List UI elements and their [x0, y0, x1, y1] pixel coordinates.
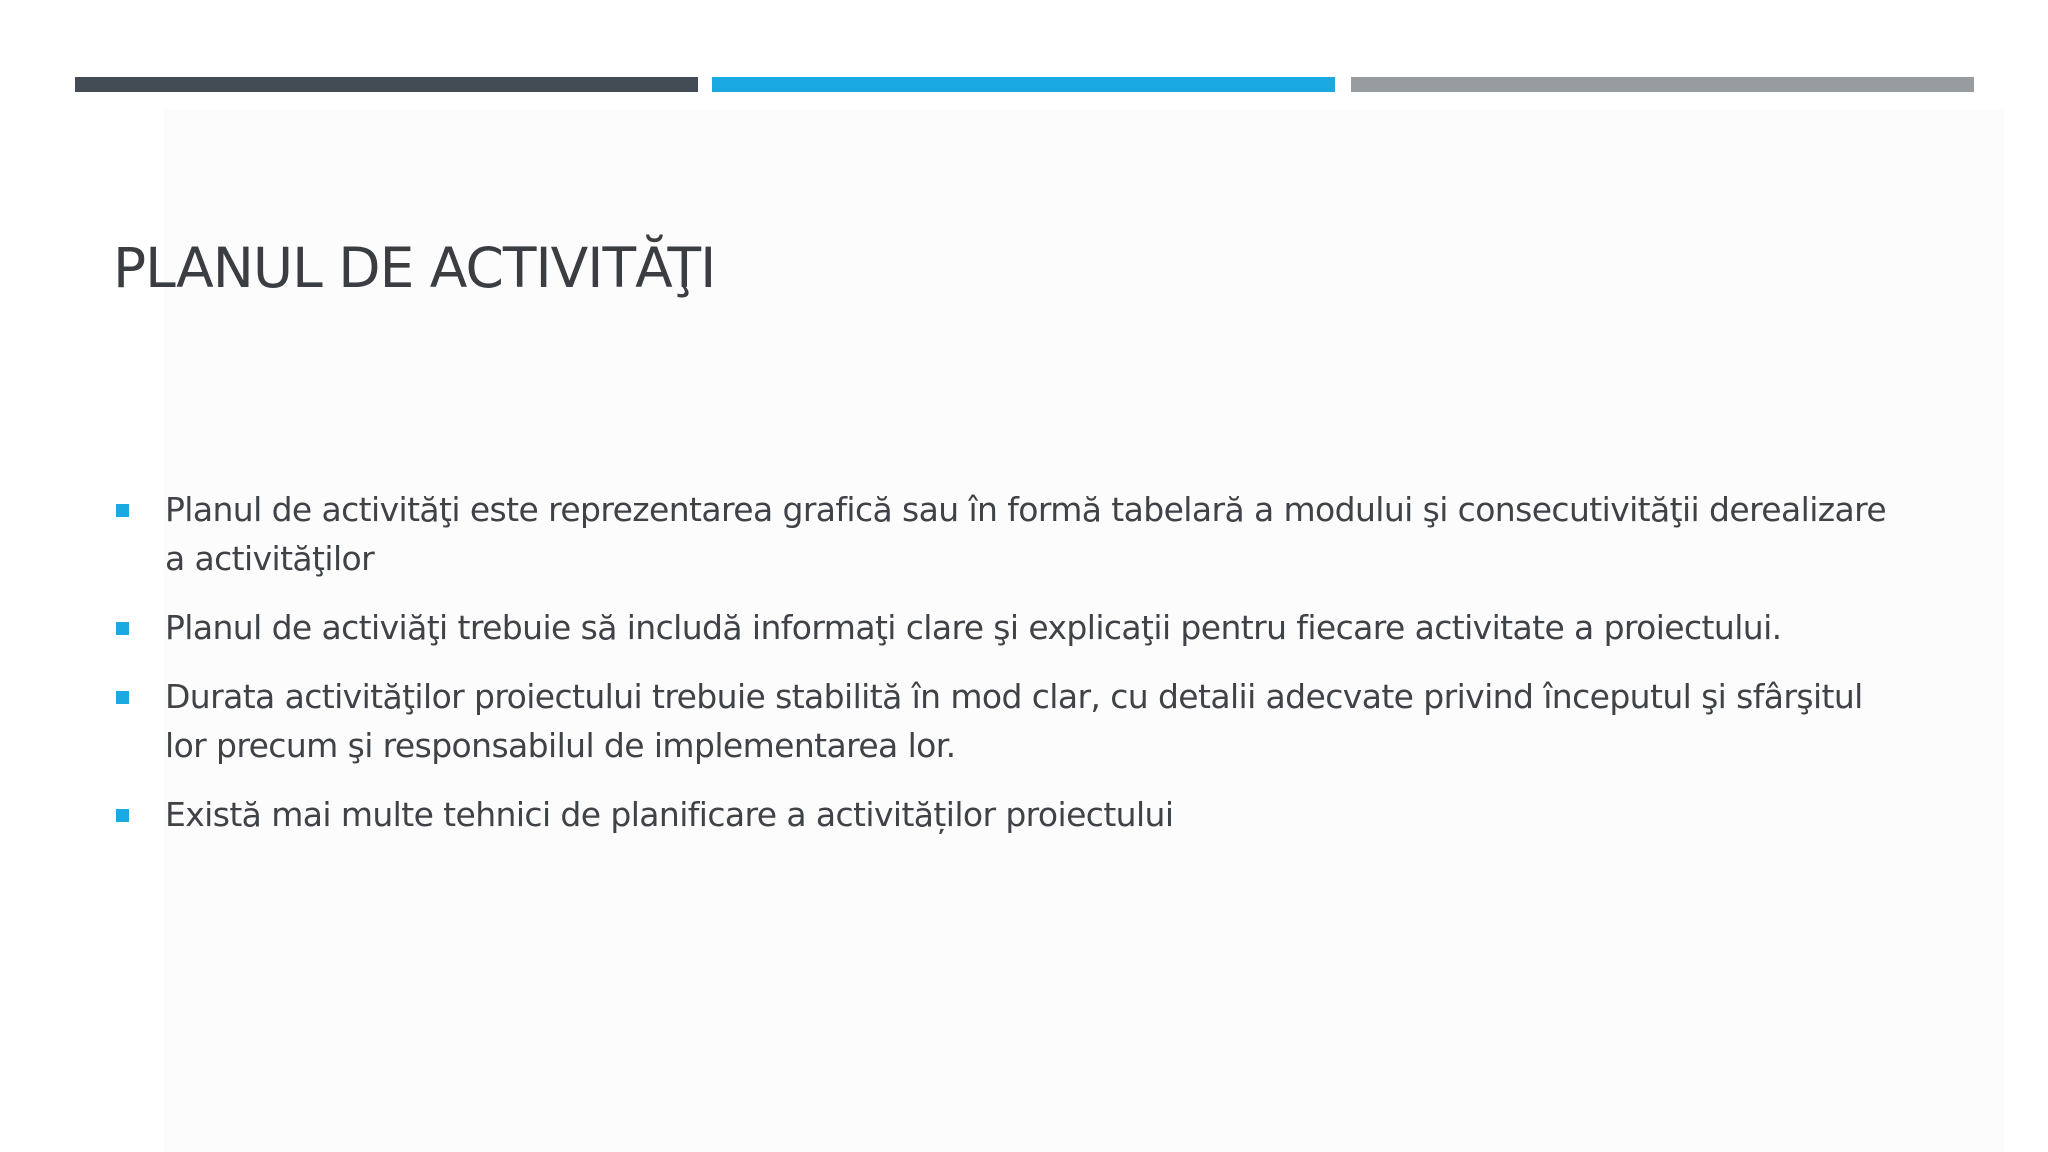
square-bullet-icon	[116, 622, 129, 635]
header-bar-blue	[712, 77, 1335, 92]
bullet-text: Planul de activităţi este reprezentarea grafică sau în formă tabelară a modului şi consecutivităţii derealizare a activităţilor	[165, 490, 1887, 578]
slide-title: PLANUL DE ACTIVITĂŢI	[113, 236, 716, 300]
bullet-item	[113, 485, 1913, 583]
header-bar-gray	[1351, 77, 1974, 92]
square-bullet-icon	[116, 504, 129, 517]
bullet-text: Durata activităţilor proiectului trebuie stabilită în mod clar, cu detalii adecvate privind începutul şi sfârşitul lor precum şi responsabilul de implementarea lor.	[165, 677, 1863, 765]
square-bullet-icon	[116, 691, 129, 704]
bullet-list	[113, 485, 1913, 859]
bullet-item	[113, 603, 1913, 652]
bullet-text: Există mai multe tehnici de planificare a activităților proiectului	[165, 795, 1174, 834]
bullet-item	[113, 672, 1913, 770]
bullet-text: Planul de activiăţi trebuie să includă informaţi clare şi explicaţii pentru fiecare activitate a proiectului.	[165, 608, 1782, 647]
header-bar-dark	[75, 77, 698, 92]
bullet-item	[113, 790, 1913, 839]
square-bullet-icon	[116, 809, 129, 822]
